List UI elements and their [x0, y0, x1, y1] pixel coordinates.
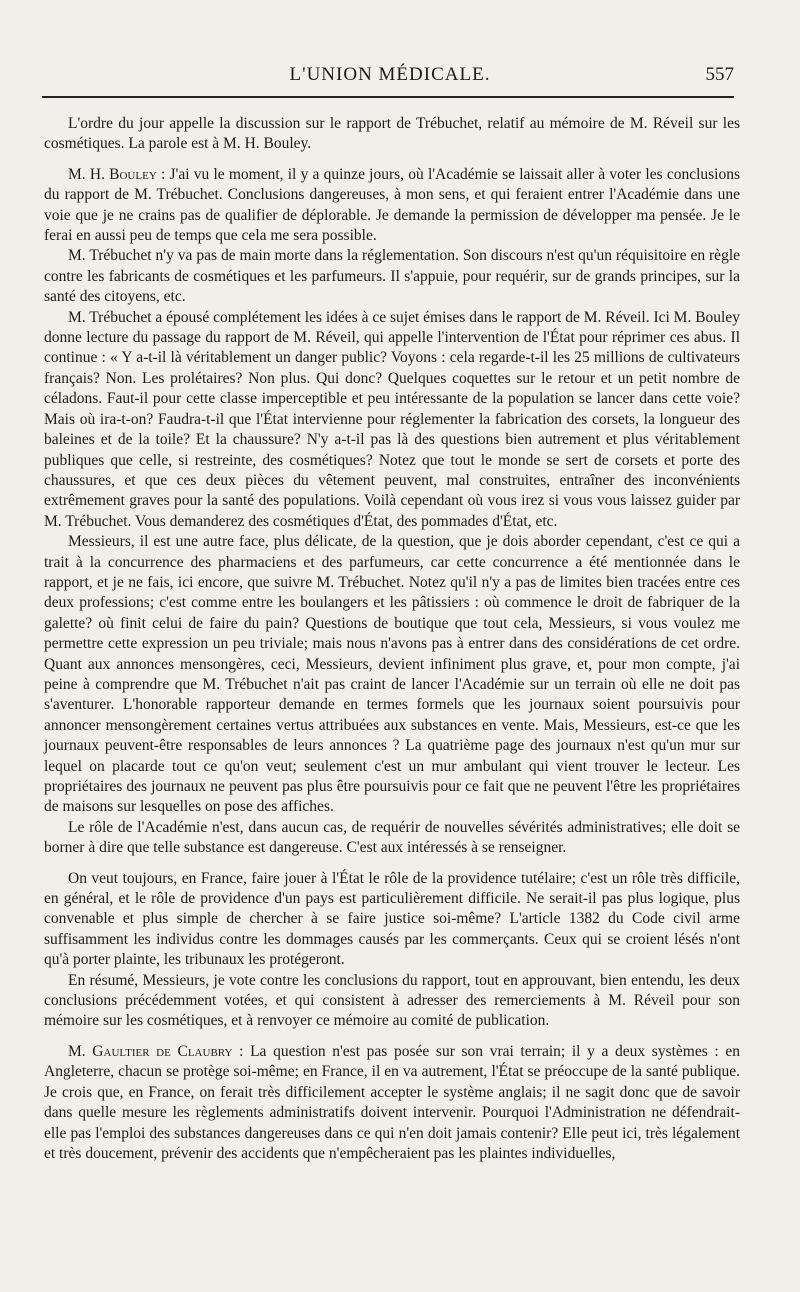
paragraph-text: Le rôle de l'Académie n'est, dans aucun cas, de requérir de nouvelles sévérités administratives; elle doit se borner à dire que telle substance est dangereuse. C'est aux intéressés à se renseigner.: [44, 818, 740, 857]
paragraph-danger-public: [44, 308, 740, 532]
paragraph-gaultier: [44, 1042, 740, 1164]
paragraph-text: M. Trébuchet a épousé complétement les idées à ce sujet émises dans le rapport de M. Réveil. Ici M. Bouley donne lecture du passage du rapport de M. Réveil, qui appelle l'intervention de l'État pour réprimer ces abus. Il continue : « Y a-t-il là véritablement un danger public? Voyons : cela regarde-t-il les 25 millions de cultivateurs français? Non. Les prolétaires? Non plus. Qui donc? Quelques coquettes sur le retour et un petit nombre de céladons. Faut-il pour cette classe imperceptible et peu intéressante de la population se lancer dans cette voie? Mais où ira-t-on? Faudra-t-il que l'État intervienne pour réglementer la fabrication des corsets, la longueur des baleines et de la toile? Et la chaussure? N'y a-t-il pas là des questions bien autrement et plus véritablement publiques que celle, si restreinte, des cosmétiques? Notez que tout le monde se sert de corsets et porte des chaussures, et que ces deux pièces du vêtement peuvent, mal construites, entraîner des inconvénients extrêmement graves pour la santé des populations. Voilà cependant où vous irez si vous vous laissez guider par M. Trébuchet. Vous demanderez des cosmétiques d'État, des pommades d'État, etc.: [44, 308, 740, 530]
header-rule: [42, 96, 734, 98]
paragraph-text: En résumé, Messieurs, je vote contre les conclusions du rapport, tout en approuvant, bien entendu, les deux conclusions précédemment votées, et qui consistent à adresser des remerciements à M. Réveil pour son mémoire sur les cosmétiques, et à renvoyer ce mémoire au comité de publication.: [44, 971, 740, 1030]
page-number: 557: [705, 64, 734, 85]
paragraph-text: M. Trébuchet n'y va pas de main morte dans la réglementation. Son discours n'est qu'un réquisitoire en règle contre les fabricants de cosmétiques et les parfumeurs. Il s'appuie, pour requérir, sur de grands principes, sur la santé des citoyens, etc.: [44, 247, 740, 306]
paragraph-resume: [44, 971, 740, 1032]
paragraph-text: La question n'est pas posée sur son vrai terrain; il y a deux systèmes : en Angleterre, chacun se protège soi-même; en France, il en va autrement, l'État se préoccupe de la santé publique. Je crois que, en France, on ferait très difficilement accepter le système anglais; il ne sagit donc que de savoir dans quelle mesure les règlements administratifs doivent intervenir. Pourquoi l'Administration ne défendrait-elle pas l'emploi des substances dangereuses dans ce qui n'en doit jamais contenir? Elle peut ici, très légalement et très doucement, prévenir des accidents que n'empêcheraient pas les plaintes individuelles,: [44, 1042, 741, 1162]
paragraph-text: Messieurs, il est une autre face, plus délicate, de la question, que je dois aborder cependant, c'est ce qui a trait à la concurrence des pharmaciens et des parfumeurs, car cette concurrence a été mentionnée dans le rapport, et je ne fais, ici encore, que suivre M. Trébuchet. Notez qu'il n'y a pas de limites bien tracées entre ces deux professions; c'est comme entre les boulangers et les pâtissiers : où commence le droit de fabriquer de la galette? où finit celui de faire du pain? Questions de boutique que tout cela, Messieurs, si vous voulez me permettre cette expression un peu triviale; mais nous n'avons pas à entrer dans des considérations de cet ordre. Quant aux annonces mensongères, ceci, Messieurs, devient infiniment plus grave, et, pour mon compte, j'ai peine à comprendre que M. Trébuchet n'ait pas craint de lancer l'Académie sur un terrain où elle ne doit pas s'aventurer. L'honorable rapporteur demande en termes formels que les journaux soient poursuivis pour annoncer mensongèrement certaines vertus attribuées aux substances en vente. Mais, Messieurs, est-ce que les journaux peuvent-être responsables de leurs annonces ? La quatrième page des journaux n'est qu'un mur sur lequel on placarde tout ce qu'on veut; seulement c'est un mur ambulant qui vient trouver le lecteur. Les propriétaires des journaux ne peuvent pas plus être poursuivis pour ce fait que ne peuvent l'être les propriétaires de maisons sur lesquelles on pose des affiches.: [44, 533, 740, 816]
running-title: L'UNION MÉDICALE.: [289, 64, 491, 85]
paragraph-role-academie: [44, 818, 740, 859]
paragraph-text: On veut toujours, en France, faire jouer à l'État le rôle de la providence tutélaire; c'est un rôle très difficile, en général, et le rôle de providence d'un pays est particulièrement difficile. Ne serait-il pas plus logique, plus convenable et plus simple de chercher à se faire justice soi-même? L'article 1382 du Code civil arme suffisamment les individus contre les dommages causés par les commerçants. Ceux qui se croient lésés n'ont qu'à porter plainte, les tribunaux les protégeront.: [44, 869, 740, 969]
article-body: [44, 114, 740, 1164]
paragraph-reglementation: [44, 246, 740, 307]
speaker-name: M. Gaultier de Claubry :: [68, 1042, 244, 1060]
paragraph-providence: [44, 869, 740, 971]
paragraph-agenda: [44, 114, 740, 155]
page-header: [42, 64, 738, 98]
paragraph-concurrence: [44, 532, 740, 818]
paragraph-text: J'ai vu le moment, il y a quinze jours, où l'Académie se laissait aller à voter les conclusions du rapport de M. Trébuchet. Conclusions dangereuses, à mon sens, et qui feraient entrer l'Académie dans une voie que je ne crains pas de qualifier de déplorable. Je demande la permission de développer ma pensée. Je le ferai en aussi peu de temps que cela me sera possible.: [44, 165, 741, 245]
speaker-name: M. H. Bouley :: [68, 165, 166, 183]
paragraph-bouley-intro: [44, 165, 740, 247]
paragraph-text: L'ordre du jour appelle la discussion sur le rapport de Trébuchet, relatif au mémoire de M. Réveil sur les cosmétiques. La parole est à M. H. Bouley.: [44, 115, 740, 153]
